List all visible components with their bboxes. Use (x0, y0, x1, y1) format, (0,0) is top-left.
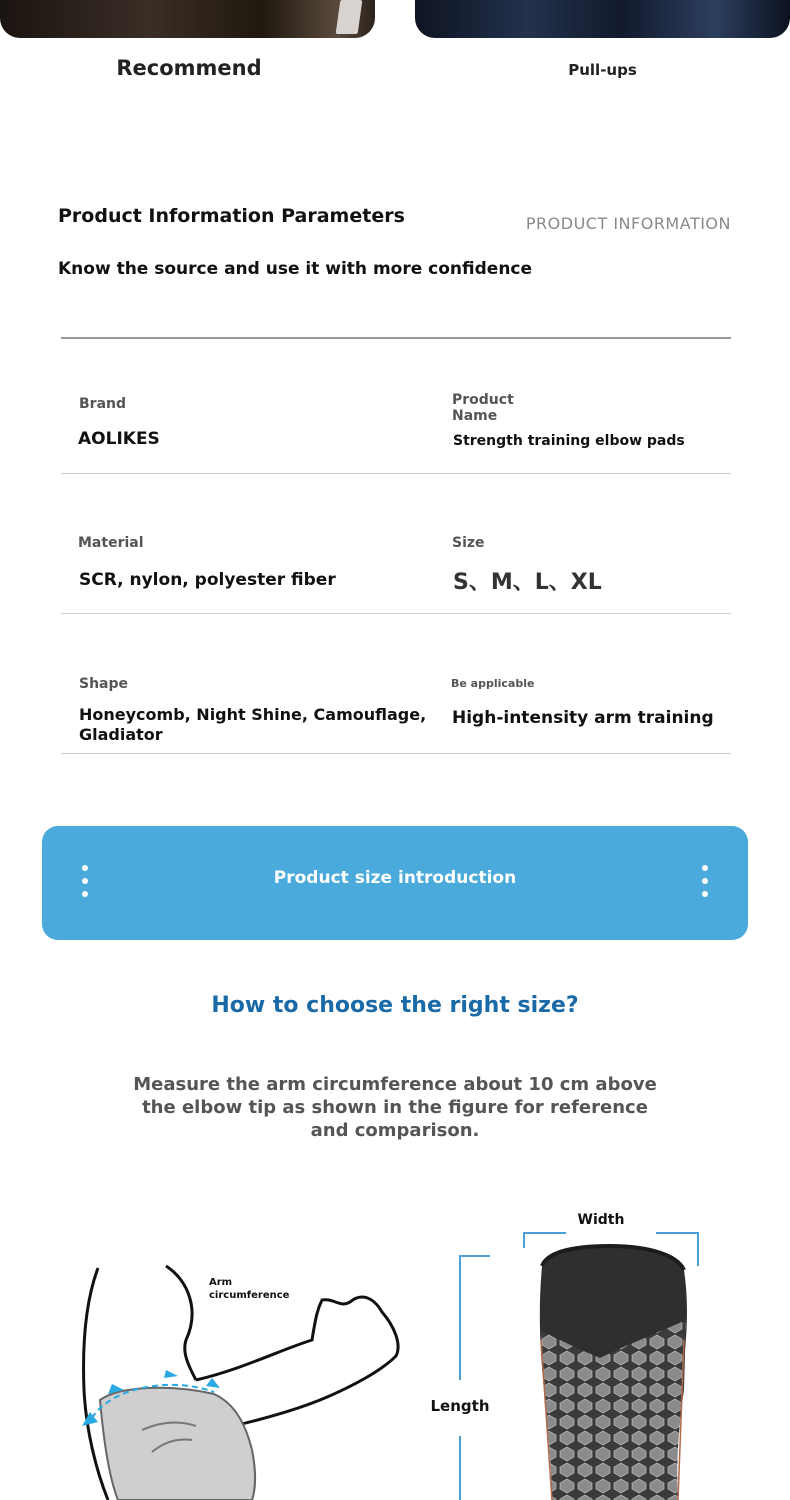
shape-value-line1: Honeycomb, Night Shine, Camouflage, (79, 705, 427, 724)
product-name-value: Strength training elbow pads (453, 433, 685, 449)
recommend-photo[interactable] (0, 0, 375, 38)
size-guide-heading: How to choose the right size? (211, 993, 579, 1018)
width-label: Width (577, 1212, 625, 1228)
size-intro-banner (42, 826, 748, 940)
arm-circumference-label-line1: Arm (209, 1277, 233, 1288)
material-value: SCR, nylon, polyester fiber (79, 570, 336, 590)
instruction-line1: Measure the arm circumference about 10 cm above (133, 1074, 657, 1095)
row-divider (61, 473, 731, 474)
size-label: Size (452, 535, 485, 551)
product-name-label (452, 392, 514, 424)
product-name-label-line2: Name (452, 408, 498, 424)
illustration-svg (0, 1190, 790, 1500)
applicable-value: High-intensity arm training (452, 708, 714, 728)
brand-value: AOLIKES (78, 429, 160, 449)
table-top-divider (61, 337, 731, 339)
row-divider (61, 753, 731, 754)
section-subtitle: Know the source and use it with more confidence (58, 259, 533, 279)
pull-ups-caption: Pull-ups (568, 61, 637, 79)
arrow-right-icon (206, 1378, 220, 1388)
shape-value (79, 705, 426, 745)
arrow-mid-icon (164, 1370, 178, 1378)
equipment-detail (336, 0, 363, 34)
dots-icon (702, 865, 708, 904)
section-title-en: PRODUCT INFORMATION (525, 214, 731, 233)
arm-drawing (82, 1266, 398, 1500)
instruction-line3: and comparison. (310, 1120, 480, 1141)
banner-title: Product size introduction (273, 868, 517, 888)
measure-instruction (130, 1073, 660, 1142)
applicable-label: Be applicable (451, 677, 535, 690)
pull-ups-photo[interactable] (415, 0, 790, 38)
length-label: Length (430, 1397, 490, 1415)
recommend-caption: Recommend (116, 56, 262, 80)
section-title: Product Information Parameters (58, 205, 405, 227)
size-value: S、M、L、XL (453, 570, 602, 595)
size-illustration (0, 1190, 790, 1500)
elbow-pad-image (540, 1246, 687, 1500)
shape-label: Shape (79, 676, 129, 692)
arm-circumference-label-line2: circumference (209, 1290, 290, 1301)
brand-label: Brand (79, 396, 127, 412)
instruction-line2: the elbow tip as shown in the figure for reference (142, 1097, 648, 1118)
material-label: Material (78, 535, 144, 551)
product-name-label-line1: Product (452, 392, 514, 408)
row-divider (61, 613, 731, 614)
shape-value-line2: Gladiator (79, 725, 163, 744)
